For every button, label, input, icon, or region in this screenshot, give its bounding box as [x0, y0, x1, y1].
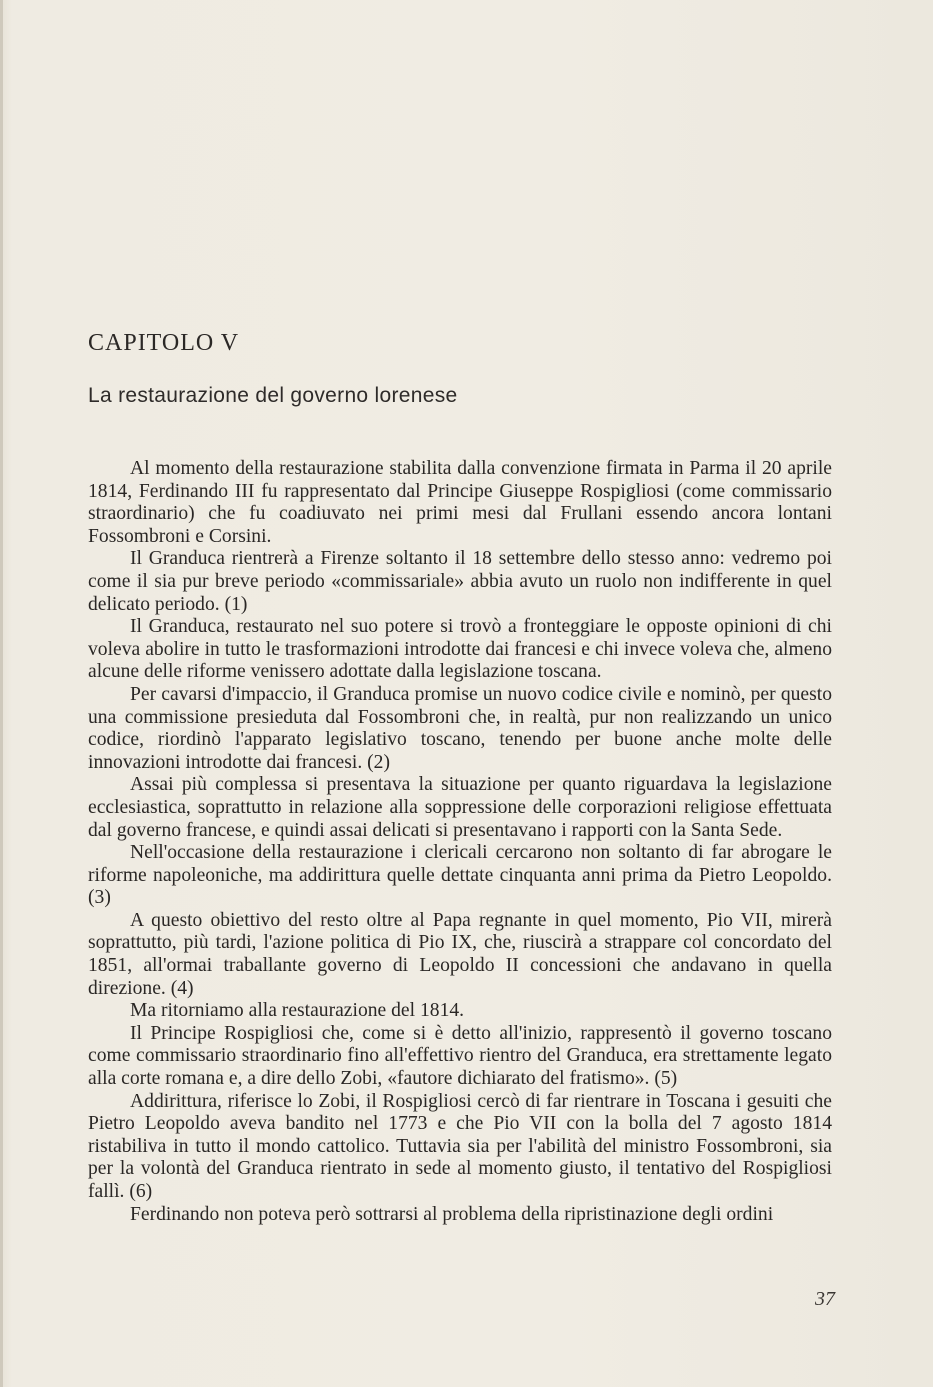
body-text	[88, 458, 832, 1226]
paragraph: Il Principe Rospigliosi che, come si è detto all'inizio, rappresentò il governo toscano come commissario straordinario fino all'effettivo rientro del Granduca, era strettamente legato alla corte romana e, a dire dello Zobi, «fautore dichiarato del fratismo». (5)	[88, 1022, 832, 1090]
paragraph: Al momento della restaurazione stabilita dalla convenzione firmata in Parma il 20 aprile 1814, Ferdinando III fu rappresentato dal Principe Giuseppe Rospigliosi (come commissario straordinario) che fu coadiuvato nei primi mesi dal Frullani essendo ancora lontani Fossombroni e Corsini.	[88, 458, 832, 547]
paragraph: Ma ritorniamo alla restaurazione del 1814.	[130, 1000, 465, 1022]
chapter-title: La restaurazione del governo lorenese	[88, 384, 458, 407]
paragraph: Assai più complessa si presentava la situazione per quanto riguardava la legislazione ecclesiastica, soprattutto in relazione alla soppressione delle corporazioni religiose effettuata dal governo francese, e quindi assai delicati si presentavano i rapporti con la Santa Sede.	[88, 774, 832, 841]
paragraph: Addirittura, riferisce lo Zobi, il Rospigliosi cercò di far rientrare in Toscana i gesuiti che Pietro Leopoldo aveva bandito nel 1773 e che Pio VII con la bolla del 7 agosto 1814 ristabiliva in tutto il mondo cattolico. Tuttavia sia per l'abilità del ministro Fossombroni, sia per la volontà del Granduca rientrato in sede al momento giusto, il tentativo del Rospigliosi fallì. (6)	[88, 1090, 832, 1202]
paragraph: A questo obiettivo del resto oltre al Papa regnante in quel momento, Pio VII, mirerà soprattutto, più tardi, l'azione politica di Pio IX, che, riuscirà a strappare col concordato del 1851, all'ormai traballante governo di Leopoldo II concessioni che andavano in quella direzione. (4)	[88, 909, 832, 999]
paragraph: Per cavarsi d'impaccio, il Granduca promise un nuovo codice civile e nominò, per questo una commissione presieduta dal Fossombroni che, in realtà, pur non realizzando un unico codice, riordinò l'apparato legislativo toscano, tenendo per buone anche molte delle innovazioni introdotte dai francesi. (2)	[88, 683, 832, 773]
page-binding-edge	[0, 0, 3, 1387]
page-number: 37	[815, 1288, 835, 1310]
paragraph: Ferdinando non poteva però sottrarsi al problema della ripristinazione degli ordini	[130, 1203, 774, 1225]
paragraph: Il Granduca rientrerà a Firenze soltanto il 18 settembre dello stesso anno: vedremo poi come il sia pur breve periodo «commissariale» abbia avuto un ruolo non indifferente in quel delicato periodo. (1)	[88, 548, 832, 615]
chapter-label: CAPITOLO V	[88, 330, 240, 356]
paragraph: Nell'occasione della restaurazione i clericali cercarono non soltanto di far abrogare le riforme napoleoniche, ma addirittura quelle dettate cinquanta anni prima da Pietro Leopoldo. (3)	[88, 842, 832, 909]
paragraph: Il Granduca, restaurato nel suo potere si trovò a fronteggiare le opposte opinioni di chi voleva abolire in tutto le trasformazioni introdotte dai francesi e chi invece voleva che, almeno alcune delle riforme venissero adottate dalla legislazione toscana.	[88, 616, 832, 683]
